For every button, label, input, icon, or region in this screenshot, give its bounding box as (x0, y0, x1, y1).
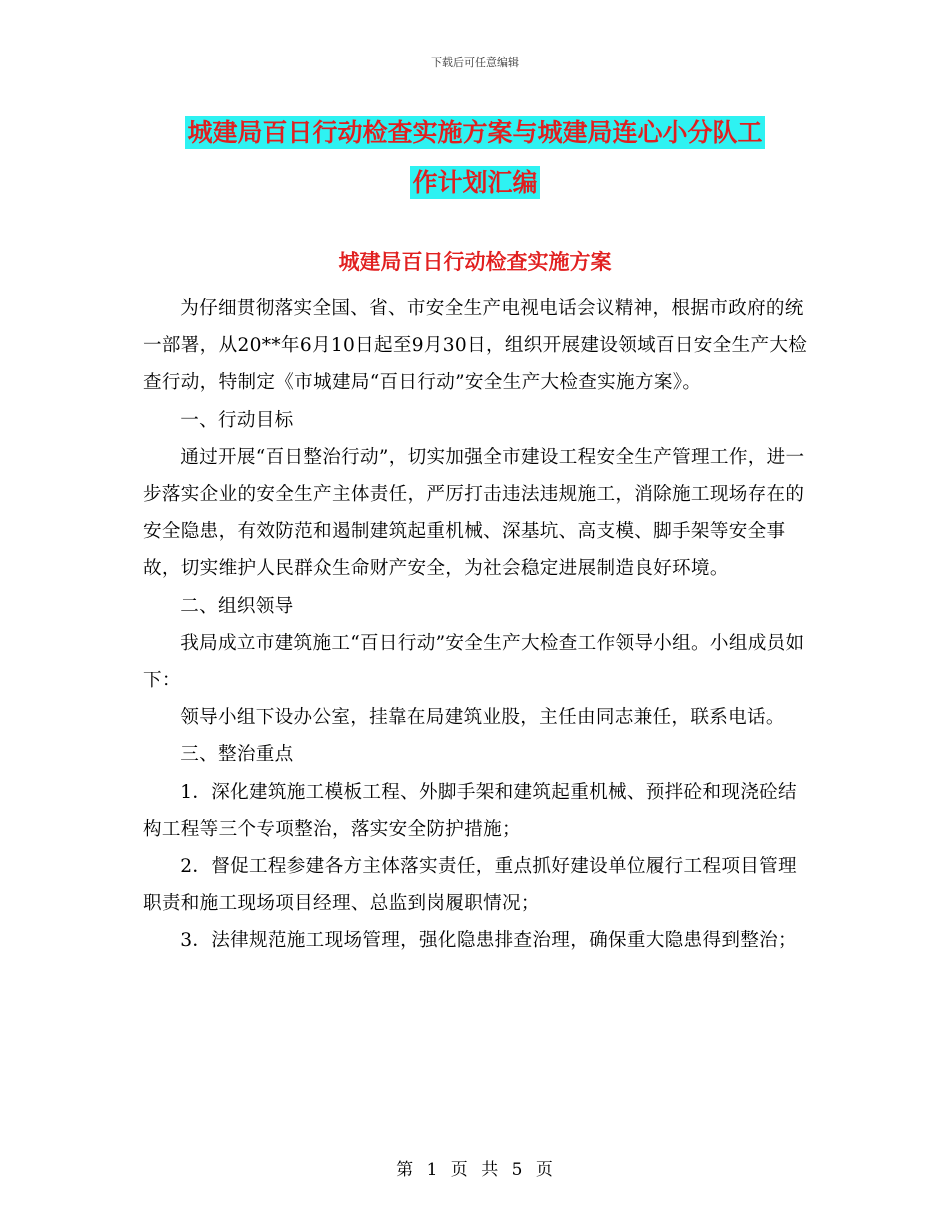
header-note: 下载后可任意编辑 (431, 56, 519, 69)
document-body (143, 290, 808, 960)
paragraph-goal: 通过开展“百日整治行动”，切实加强全市建设工程安全生产管理工作，进一步落实企业的安全生产主体责任，严厉打击违法违规施工，消除施工现场存在的安全隐患，有效防范和遏制建筑起重机械、深基坑、高支模、脚手架等安全事故，切实维护人民群众生命财产安全，为社会稳定进展制造良好环境。 (143, 446, 805, 580)
paragraph-intro: 为仔细贯彻落实全国、省、市安全生产电视电话会议精神，根据市政府的统一部署，从20**年6月10日起至9月30日，组织开展建设领域百日安全生产大检查行动，特制定《市城建局“百日行动”安全生产大检查实施方案》。 (143, 298, 808, 394)
list-item-3: 3．法律规范施工现场管理，强化隐患排查治理，确保重大隐患得到整治； (180, 930, 797, 952)
title-line-1: 城建局百日行动检查实施方案与城建局连心小分队工 (187, 118, 763, 147)
page-footer: 第 1 页 共 5 页 (396, 1160, 554, 1180)
heading-focus: 三、整治重点 (180, 744, 294, 766)
paragraph-office: 领导小组下设办公室，挂靠在局建筑业股，主任由同志兼任，联系电话。 (180, 707, 785, 729)
title-line-2: 作计划汇编 (412, 168, 538, 197)
heading-organization: 二、组织领导 (180, 595, 294, 617)
document-title (0, 108, 950, 208)
list-item-2: 2．督促工程参建各方主体落实责任，重点抓好建设单位履行工程项目管理职责和施工现场项目经理、总监到岗履职情况； (143, 856, 797, 915)
paragraph-organization: 我局成立市建筑施工“百日行动”安全生产大检查工作领导小组。小组成员如下： (143, 632, 805, 692)
section-title: 城建局百日行动检查实施方案 (338, 249, 612, 274)
list-item-1: 1．深化建筑施工模板工程、外脚手架和建筑起重机械、预拌砼和现浇砼结构工程等三个专项整治，落实安全防护措施； (143, 781, 797, 840)
heading-goal: 一、行动目标 (180, 409, 294, 431)
